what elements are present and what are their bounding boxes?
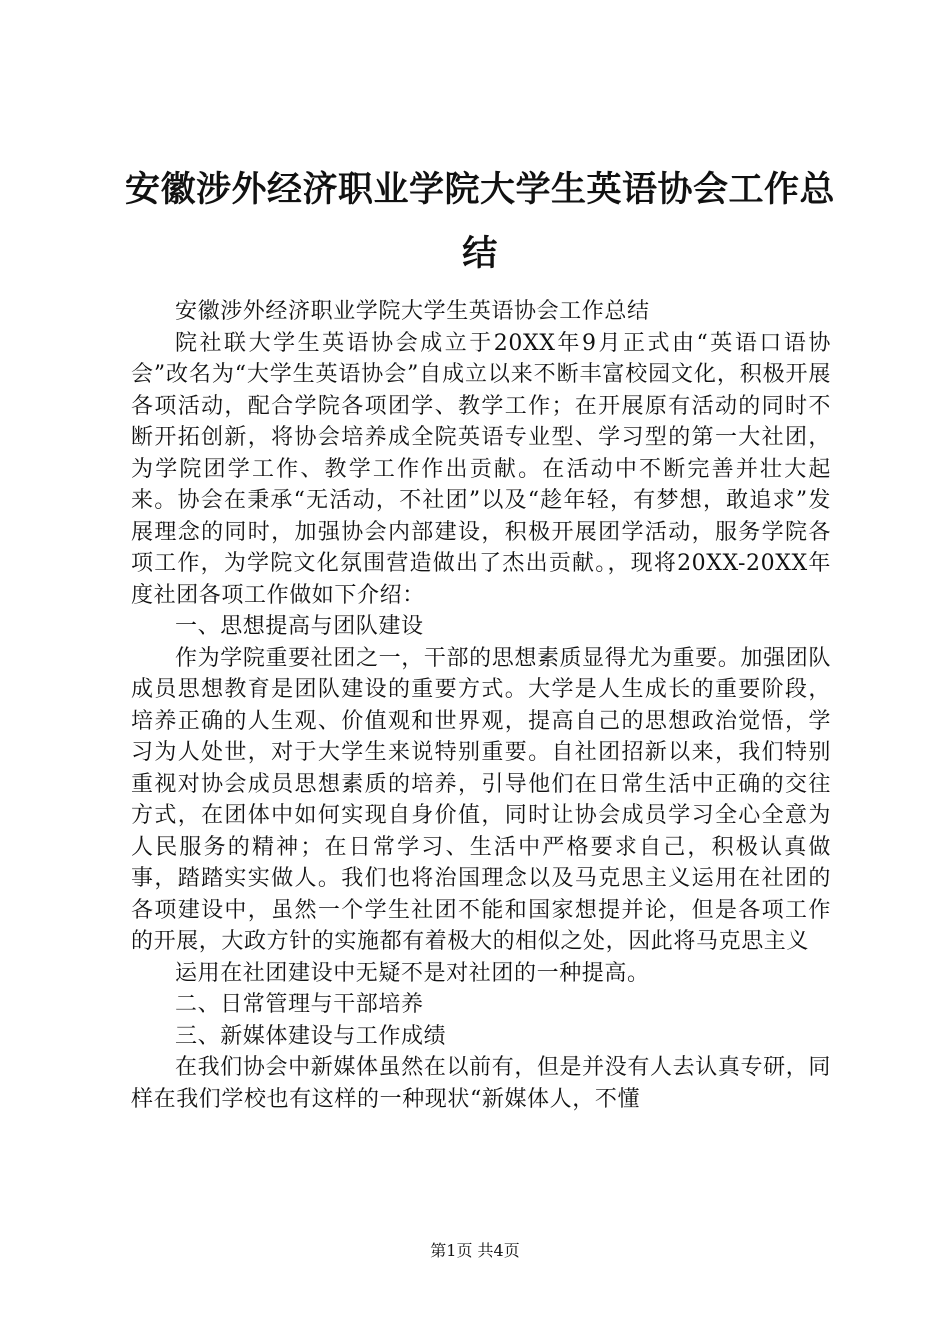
- section-heading-1: 一、思想提高与团队建设: [175, 614, 424, 639]
- paragraph-section-3: 在我们协会中新媒体虽然在以前有，但是并没有人去认真专研，同样在我们学校也有这样的一种现状“新媒体人，不懂: [131, 1055, 831, 1112]
- section-heading-3: 三、新媒体建设与工作成绩: [175, 1023, 447, 1049]
- paragraph-intro: 院社联大学生英语协会成立于20XX年9月正式由“英语口语协会”改名为“大学生英语协会”自成立以来不断丰富校园文化，积极开展各项活动，配合学院各项团学、教学工作；在开展原有活动的同时不断开拓创新，将协会培养成全院英语专业型、学习型的第一大社团，为学院团学工作、教学工作作出贡献。在活动中不断完善并壮大起来。协会在秉承“无活动，不社团”以及“趁年轻，有梦想，敢追求”发展理念的同时，加强协会内部建设，积极开展团学活动，服务学院各项工作，为学院文化氛围营造做出了杰出贡献。，现将20XX-20XX年度社团各项工作做如下介绍：: [131, 330, 831, 608]
- paragraph-subtitle: 安徽涉外经济职业学院大学生英语协会工作总结: [175, 299, 650, 324]
- document-title: 安徽涉外经济职业学院大学生英语协会工作总结: [124, 169, 835, 274]
- paragraph-section-1: 作为学院重要社团之一，干部的思想素质显得尤为重要。加强团队成员思想教育是团队建设的重要方式。大学是人生成长的重要阶段，培养正确的人生观、价值观和世界观，提高自己的思想政治觉悟，学习为人处世，对于大学生来说特别重要。自社团招新以来，我们特别重视对协会成员思想素质的培养，引导他们在日常生活中正确的交往方式，在团体中如何实现自身价值，同时让协会成员学习全心全意为人民服务的精神；在日常学习、生活中严格要求自己，积极认真做事，踏踏实实做人。我们也将治国理念以及马克思主义运用在社团的各项建设中，虽然一个学生社团不能和国家想提并论，但是各项工作的开展，大政方针的实施都有着极大的相似之处，因此将马克思主义: [131, 645, 831, 954]
- section-heading-2: 二、日常管理与干部培养: [175, 992, 424, 1017]
- document-body: [131, 296, 831, 1115]
- page-footer: 第1页 共4页: [430, 1241, 520, 1260]
- paragraph-section-1-continued: 运用在社团建设中无疑不是对社团的一种提高。: [175, 960, 650, 986]
